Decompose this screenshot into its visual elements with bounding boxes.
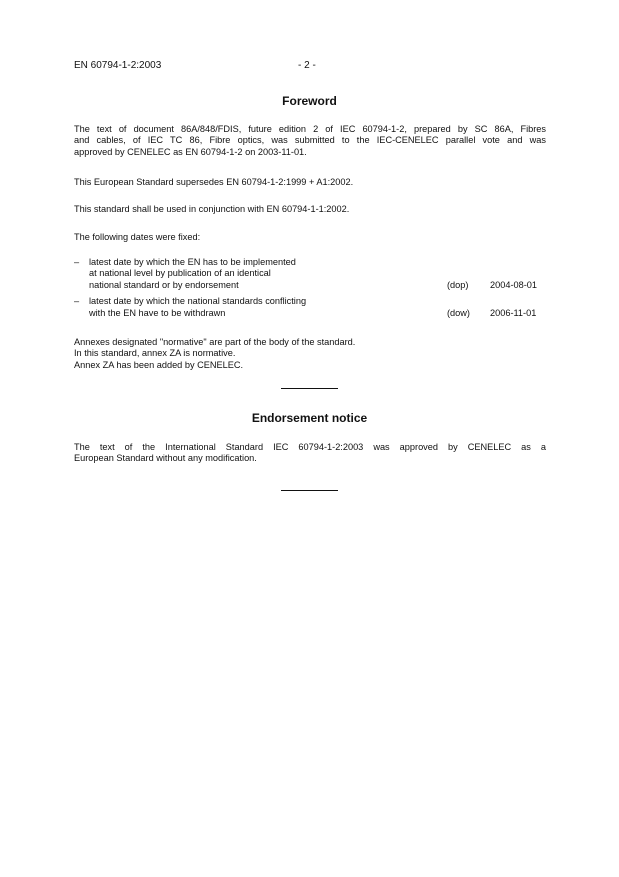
foreword-paragraph-1 [74, 124, 546, 158]
date-code: (dop) [447, 279, 469, 290]
paragraph-line: Annexes designated "normative" are part of the body of the standard. [74, 337, 356, 347]
section-divider [281, 388, 338, 389]
foreword-paragraph-3: This standard shall be used in conjunction with EN 60794-1-1:2002. [74, 204, 350, 214]
foreword-paragraph-2: This European Standard supersedes EN 60794-1-2:1999 + A1:2002. [74, 177, 354, 187]
list-item-text: at national level by publication of an identical [89, 268, 271, 279]
list-item-dop [74, 257, 546, 291]
header-doc-id: EN 60794-1-2:2003 [74, 60, 162, 71]
list-item-text: national standard or by endorsement [89, 279, 239, 290]
dates-list [74, 257, 546, 319]
paragraph-line: The text of the International Standard IEC 60794-1-2:2003 was approved by CENELEC as a [74, 442, 546, 452]
paragraph-line: The text of document 86A/848/FDIS, future edition 2 of IEC 60794-1-2, prepared by SC 86A, Fibres [74, 124, 546, 134]
paragraph-line: and cables, of IEC TC 86, Fibre optics, was submitted to the IEC-CENELEC parallel vote and was [74, 135, 546, 146]
list-dash: – [74, 296, 80, 307]
paragraph-line: European Standard without any modification. [74, 453, 257, 464]
list-item-text: latest date by which the EN has to be implemented [89, 257, 296, 267]
date-value: 2006-11-01 [490, 307, 537, 318]
endorsement-paragraph [74, 442, 546, 465]
list-item-text: with the EN have to be withdrawn [89, 307, 226, 318]
paragraph-line: approved by CENELEC as EN 60794-1-2 on 2003-11-01. [74, 146, 307, 157]
annex-paragraph [74, 337, 546, 371]
date-code: (dow) [447, 307, 470, 318]
endorsement-title: Endorsement notice [251, 411, 368, 425]
list-item-dow [74, 296, 546, 319]
date-value: 2004-08-01 [490, 279, 537, 290]
paragraph-line: In this standard, annex ZA is normative. [74, 348, 236, 359]
list-item-text: latest date by which the national standards conflicting [89, 296, 307, 307]
foreword-paragraph-4: The following dates were fixed: [74, 232, 201, 242]
header-page-number: - 2 - [298, 60, 316, 71]
paragraph-line: Annex ZA has been added by CENELEC. [74, 359, 244, 370]
list-dash: – [74, 257, 80, 267]
foreword-title: Foreword [282, 94, 337, 108]
section-divider [281, 490, 338, 491]
